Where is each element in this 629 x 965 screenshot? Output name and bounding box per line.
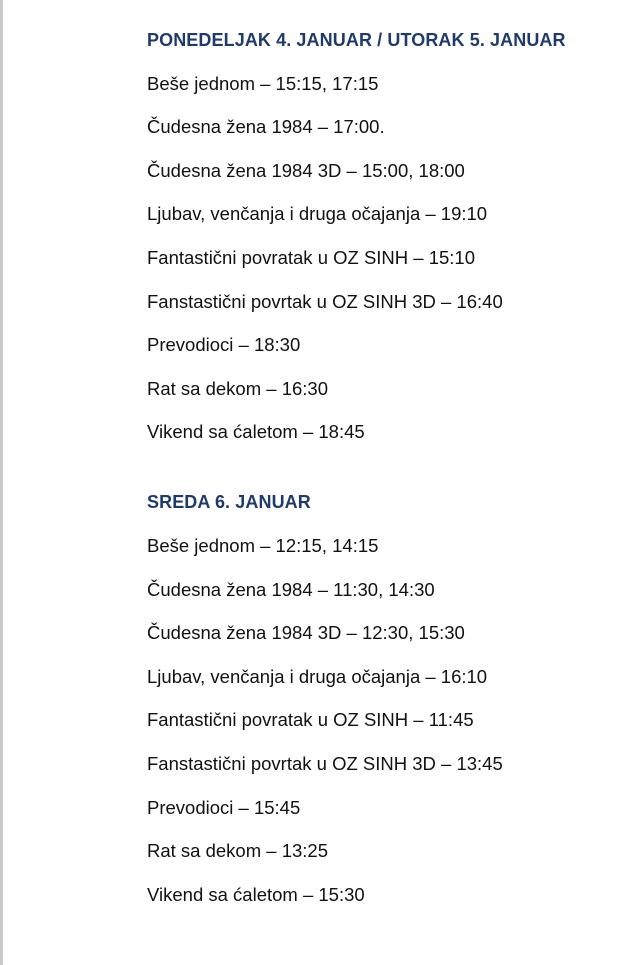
screening-entry: Čudesna žena 1984 – 11:30, 14:30 <box>147 578 435 600</box>
screening-entry: Ljubav, venčanja i druga očajanja – 16:10 <box>147 665 488 687</box>
screening-entry: Čudesna žena 1984 3D – 15:00, 18:00 <box>147 159 465 181</box>
screening-entry: Fantastični povratak u OZ SINH – 15:10 <box>147 246 476 268</box>
screening-entry: Beše jednom – 15:15, 17:15 <box>147 72 379 94</box>
screening-entry: Prevodioci – 18:30 <box>147 334 301 356</box>
schedule-section-jan-4-5 <box>147 26 617 446</box>
screening-entry: Rat sa dekom – 16:30 <box>147 377 328 399</box>
screening-entry: Beše jednom – 12:15, 14:15 <box>147 534 379 556</box>
screening-entry: Prevodioci – 15:45 <box>147 796 301 818</box>
screening-entry: Čudesna žena 1984 – 17:00. <box>147 116 385 138</box>
screening-entry: Vikend sa ćaletom – 18:45 <box>147 421 365 443</box>
schedule-document <box>147 26 617 909</box>
screening-entry: Fanstastični povrtak u OZ SINH 3D – 13:45 <box>147 752 503 774</box>
screening-entry: Čudesna žena 1984 3D – 12:30, 15:30 <box>147 622 465 644</box>
screening-entry: Fantastični povratak u OZ SINH – 11:45 <box>147 709 474 731</box>
screening-entry: Vikend sa ćaletom – 15:30 <box>147 883 365 905</box>
section-heading: SREDA 6. JANUAR <box>147 492 311 513</box>
section-heading: PONEDELJAK 4. JANUAR / UTORAK 5. JANUAR <box>147 30 566 50</box>
screening-entry: Rat sa dekom – 13:25 <box>147 840 328 862</box>
screening-entry: Fanstastični povrtak u OZ SINH 3D – 16:40 <box>147 290 503 312</box>
screening-entry: Ljubav, venčanja i druga očajanja – 19:10 <box>147 203 488 225</box>
page-left-edge <box>0 0 3 965</box>
schedule-section-jan-6 <box>147 488 617 908</box>
